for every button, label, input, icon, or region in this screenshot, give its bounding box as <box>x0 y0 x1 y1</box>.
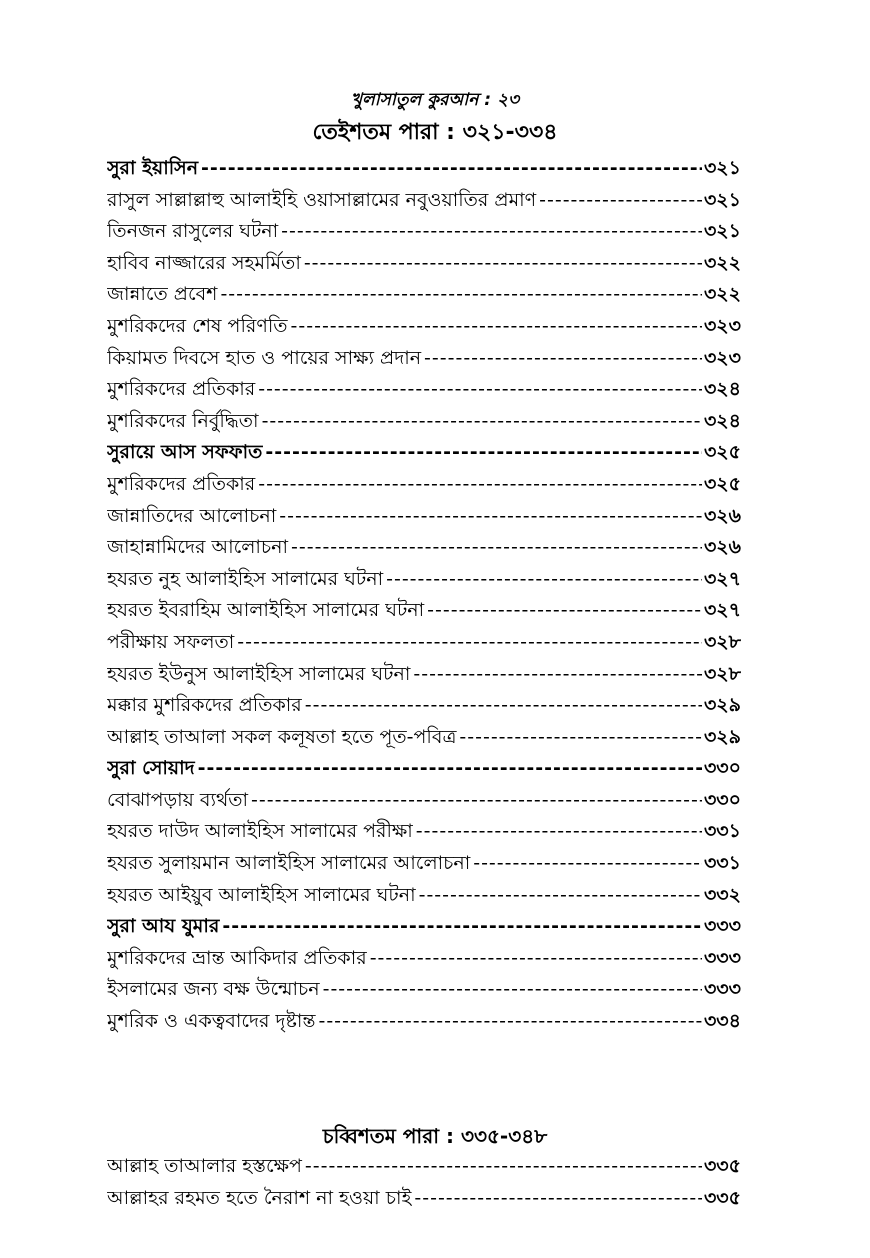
toc-entry <box>107 469 741 501</box>
toc-entry <box>107 816 741 848</box>
toc-entry <box>107 1183 741 1215</box>
toc-entry-title: রাসুল সাল্লাল্লাহু আলাইহি ওয়াসাল্লামের নবুওয়াতির প্রমাণ <box>107 188 537 211</box>
toc-entry-title: আল্লাহ তাআলা সকল কলূষতা হতে পূত-পবিত্র <box>107 725 457 748</box>
toc-page-number: ৩২৭ <box>703 567 741 590</box>
dot-leader <box>318 1006 701 1038</box>
toc-entry <box>107 880 741 912</box>
dot-leader <box>305 1151 702 1183</box>
toc-entry <box>107 1006 741 1038</box>
dot-leader <box>386 564 702 596</box>
toc-page-number: ৩৩৫ <box>703 1186 741 1209</box>
toc-page-number: ৩২৯ <box>703 725 741 748</box>
toc-page-number: ৩২১ <box>703 188 741 211</box>
toc-entry <box>107 627 741 659</box>
toc-page-number: ৩২৮ <box>703 662 741 685</box>
toc-entry <box>107 216 741 248</box>
toc-entry-title: হযরত ইবরাহিম আলাইহিস সালামের ঘটনা <box>107 599 425 622</box>
dot-leader <box>323 974 702 1006</box>
dot-leader <box>305 690 702 722</box>
toc-entry-title: হাবিব নাজ্জারের সহমর্মিতা <box>107 251 301 274</box>
toc-entry <box>107 311 741 343</box>
toc-page-number: ৩২৬ <box>703 504 741 527</box>
toc-entry <box>107 722 741 754</box>
dot-leader <box>370 943 702 975</box>
toc-entry <box>107 690 741 722</box>
toc-entry <box>107 659 741 691</box>
toc-page-number: ৩২১ <box>703 157 741 179</box>
toc-page-number: ৩৩৩ <box>703 946 741 969</box>
dot-leader <box>258 469 702 501</box>
toc-page-number: ৩৩৪ <box>703 1010 741 1033</box>
toc-entry-title: জান্নাতিদের আলোচনা <box>107 504 277 527</box>
toc-entry-title: মুশরিকদের প্রতিকার <box>107 472 256 495</box>
part-title: তেইশতম পারা : ৩২১-৩৩৪ <box>312 120 558 145</box>
dot-leader <box>265 437 702 469</box>
toc-entry-title: হযরত আইয়ুব আলাইহিস সালামের ঘটনা <box>107 883 416 906</box>
toc-entry <box>107 406 741 438</box>
dot-leader <box>419 880 702 912</box>
toc-page-number: ৩২৫ <box>703 472 741 495</box>
toc-page-number: ৩২৮ <box>703 630 741 653</box>
dot-leader <box>413 659 702 691</box>
toc-surah-entry <box>107 437 741 469</box>
toc-entry-title: সুরা সোয়াদ <box>107 757 195 780</box>
toc-entry-title: জাহান্নামিদের আলোচনা <box>107 536 289 559</box>
toc-page-number: ৩৩৩ <box>703 915 741 938</box>
dot-leader <box>258 374 702 406</box>
toc-page-number: ৩২৯ <box>703 694 741 717</box>
toc-entry-title: মুশরিকদের শেষ পরিণতি <box>107 314 288 337</box>
dot-leader <box>262 406 702 438</box>
toc-entry-title: মুশরিক ও একত্ববাদের দৃষ্টান্ত <box>107 1010 316 1033</box>
dot-leader <box>291 532 702 564</box>
toc-page-number: ৩৩২ <box>703 883 741 906</box>
dot-leader <box>304 248 702 280</box>
dot-leader <box>222 911 702 943</box>
toc-entry <box>107 943 741 975</box>
toc-entry <box>107 501 741 533</box>
toc-entry-title: আল্লাহর রহমত হতে নৈরাশ না হওয়া চাই <box>107 1186 412 1209</box>
dot-leader <box>198 753 702 785</box>
dot-leader <box>539 185 702 217</box>
toc-page-number: ৩২৩ <box>703 346 741 369</box>
toc-page-number: ৩২৪ <box>703 409 741 432</box>
dot-leader <box>201 153 702 185</box>
toc-page-number: ৩২৩ <box>703 314 741 337</box>
toc-entry-title: তিনজন রাসুলের ঘটনা <box>107 220 279 243</box>
toc-page-number: ৩২২ <box>703 283 741 306</box>
dot-leader <box>416 816 702 848</box>
toc-entry <box>107 343 741 375</box>
dot-leader <box>473 848 702 880</box>
dot-leader <box>424 343 702 375</box>
toc-entry-title: পরীক্ষায় সফলতা <box>107 630 235 653</box>
toc-entry-title: মুশরিকদের নির্বুদ্ধিতা <box>107 409 259 432</box>
toc-page-number: ৩২২ <box>703 251 741 274</box>
part-title: চব্বিশতম পারা : ৩৩৫-৩৪৮ <box>322 1124 548 1148</box>
dot-leader <box>220 279 702 311</box>
dot-leader <box>427 595 702 627</box>
dot-leader <box>279 501 702 533</box>
toc-entry <box>107 564 741 596</box>
dot-leader <box>291 311 702 343</box>
toc-entry-title: মুশরিকদের ভ্রান্ত আকিদার প্রতিকার <box>107 946 367 969</box>
toc-page-number: ৩২৪ <box>703 378 741 401</box>
dot-leader <box>281 216 702 248</box>
toc-page-number: ৩৩১ <box>703 820 741 843</box>
toc-entry-title: হযরত সুলায়মান আলাইহিস সালামের আলোচনা <box>107 852 471 875</box>
toc-page-number: ৩২৬ <box>703 536 741 559</box>
toc-entry-title: সুরা ইয়াসিন <box>107 157 199 179</box>
toc-page-number: ৩২৫ <box>703 441 741 464</box>
toc-surah-entry <box>107 753 741 785</box>
toc-entry <box>107 185 741 217</box>
toc-entry-title: জান্নাতে প্রবেশ <box>107 283 218 306</box>
toc-list <box>107 1151 741 1214</box>
page-header: খুলাসাতুল কুরআন : ২৩ <box>350 90 520 110</box>
toc-page-number: ৩২১ <box>703 220 741 243</box>
toc-list <box>107 153 741 1038</box>
toc-page-number: ৩৩৫ <box>703 1155 741 1177</box>
toc-entry-title: সুরা আয যুমার <box>107 915 220 938</box>
dot-leader <box>414 1183 702 1215</box>
toc-entry-title: কিয়ামত দিবসে হাত ও পায়ের সাক্ষ্য প্রদান <box>107 346 422 369</box>
toc-surah-entry <box>107 153 741 185</box>
toc-surah-entry <box>107 911 741 943</box>
toc-entry-title: মুশরিকদের প্রতিকার <box>107 378 256 401</box>
toc-entry <box>107 374 741 406</box>
toc-page-number: ৩৩০ <box>703 788 741 811</box>
toc-page-number: ৩২৭ <box>703 599 741 622</box>
toc-entry <box>107 848 741 880</box>
toc-entry <box>107 1151 741 1183</box>
toc-entry-title: ইসলামের জন্য বক্ষ উন্মোচন <box>107 978 320 1001</box>
toc-page-number: ৩৩১ <box>703 852 741 875</box>
toc-entry <box>107 595 741 627</box>
dot-leader <box>251 785 702 817</box>
toc-entry <box>107 974 741 1006</box>
toc-entry <box>107 279 741 311</box>
toc-entry-title: বোঝাপড়ায় ব্যর্থতা <box>107 788 249 811</box>
toc-entry-title: হযরত ইউনুস আলাইহিস সালামের ঘটনা <box>107 662 411 685</box>
toc-entry-title: মক্কার মুশরিকদের প্রতিকার <box>107 694 302 717</box>
toc-entry-title: সুরায়ে আস সফফাত <box>107 441 263 464</box>
toc-page-number: ৩৩৩ <box>703 978 741 1001</box>
toc-page-number: ৩৩০ <box>703 757 741 780</box>
toc-entry-title: আল্লাহ তাআলার হস্তক্ষেপ <box>107 1155 302 1177</box>
toc-entry-title: হযরত দাউদ আলাইহিস সালামের পরীক্ষা <box>107 820 413 843</box>
dot-leader <box>237 627 702 659</box>
toc-entry <box>107 532 741 564</box>
toc-entry-title: হযরত নুহ আলাইহিস সালামের ঘটনা <box>107 567 384 590</box>
toc-entry <box>107 785 741 817</box>
dot-leader <box>459 722 702 754</box>
toc-entry <box>107 248 741 280</box>
